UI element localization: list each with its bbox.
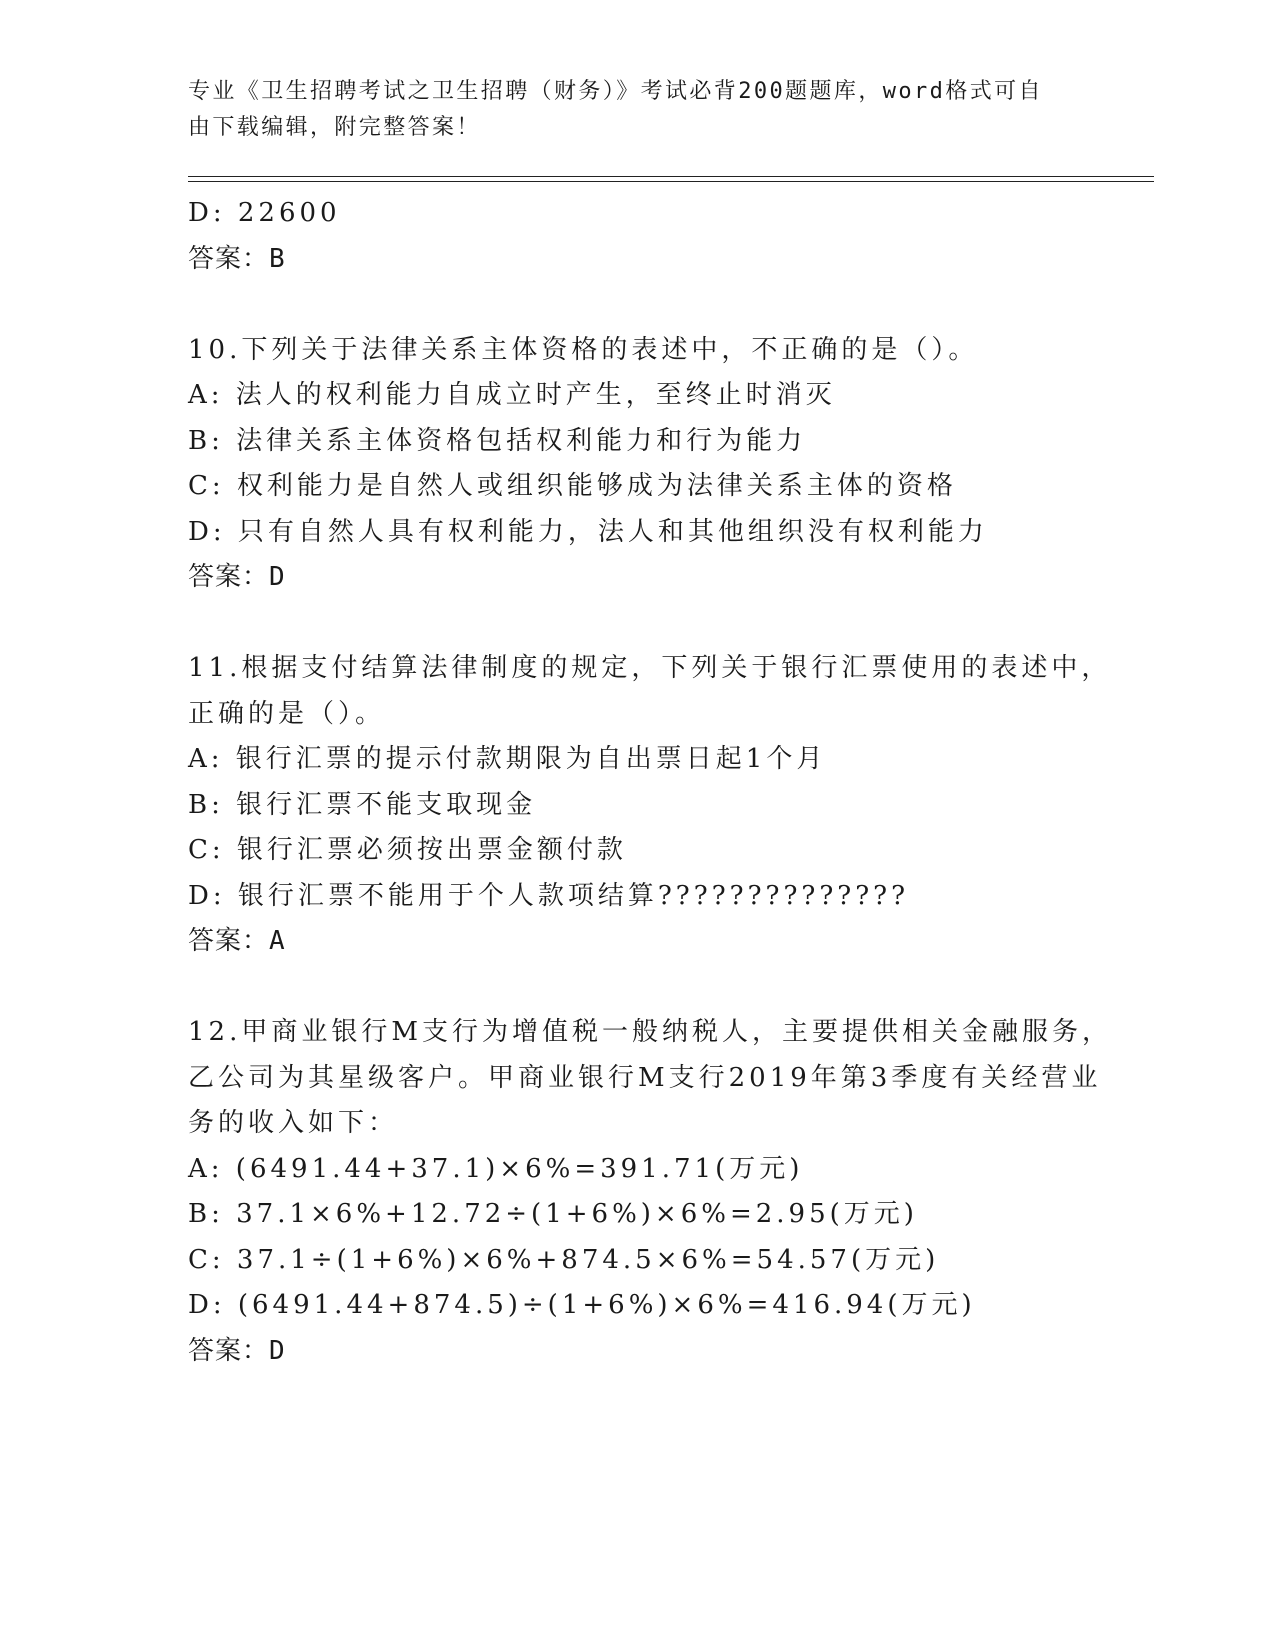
answer: 答案：D <box>188 562 286 592</box>
header-divider-bottom <box>188 181 1154 182</box>
question-10 <box>188 328 1088 601</box>
spacer <box>188 965 1088 1011</box>
option-d: D: 银行汇票不能用于个人款项结算?????????????? <box>188 880 910 911</box>
header-divider-top <box>188 176 1154 177</box>
option-c: C: 银行汇票必须按出票金额付款 <box>188 835 627 865</box>
answer: 答案：D <box>188 1335 286 1366</box>
header-line-2: 由下载编辑，附完整答案！ <box>188 115 481 140</box>
question-list <box>188 191 1112 1374</box>
document-header <box>188 74 1068 146</box>
question-stem-line-1: 12.甲商业银行M支行为增值税一般纳税人，主要提供相关金融服务， <box>188 1017 1112 1047</box>
option-c: C: 37.1÷(1+6%)×6%+874.5×6%=54.57(万元) <box>188 1244 940 1275</box>
answer: 答案：B <box>188 243 286 274</box>
spacer <box>188 282 1088 328</box>
question-12 <box>188 1010 1112 1374</box>
header-line-1: 专业《卫生招聘考试之卫生招聘（财务）》考试必背200题题库，word格式可自 <box>188 79 1043 104</box>
option-a: A: 银行汇票的提示付款期限为自出票日起1个月 <box>188 744 827 774</box>
question-stem-line-3: 务的收入如下： <box>188 1108 399 1138</box>
option-b: B: 37.1×6%+12.72÷(1+6%)×6%=2.95(万元) <box>188 1199 918 1229</box>
question-stem-line-1: 11.根据支付结算法律制度的规定，下列关于银行汇票使用的表述中， <box>188 653 1112 683</box>
spacer <box>188 601 1088 647</box>
option-d: D: 只有自然人具有权利能力，法人和其他组织没有权利能力 <box>188 516 988 547</box>
option-c: C: 权利能力是自然人或组织能够成为法律关系主体的资格 <box>188 471 957 501</box>
question-stem: 10.下列关于法律关系主体资格的表述中，不正确的是（）。 <box>188 334 979 365</box>
option-d: D: (6491.44+874.5)÷(1+6%)×6%=416.94(万元) <box>188 1290 976 1320</box>
option-b: B: 银行汇票不能支取现金 <box>188 789 537 820</box>
option-d: D: 22600 <box>188 198 341 228</box>
question-11 <box>188 646 1112 965</box>
option-b: B: 法律关系主体资格包括权利能力和行为能力 <box>188 425 807 456</box>
option-a: A: 法人的权利能力自成立时产生，至终止时消灭 <box>188 380 836 410</box>
option-a: A: (6491.44+37.1)×6%=391.71(万元) <box>188 1153 804 1184</box>
answer: 答案：A <box>188 926 286 956</box>
question-9-tail <box>188 191 1088 282</box>
question-stem-line-2: 乙公司为其星级客户。甲商业银行M支行2019年第3季度有关经营业 <box>188 1062 1102 1093</box>
question-stem-line-2: 正确的是（）。 <box>188 698 386 729</box>
